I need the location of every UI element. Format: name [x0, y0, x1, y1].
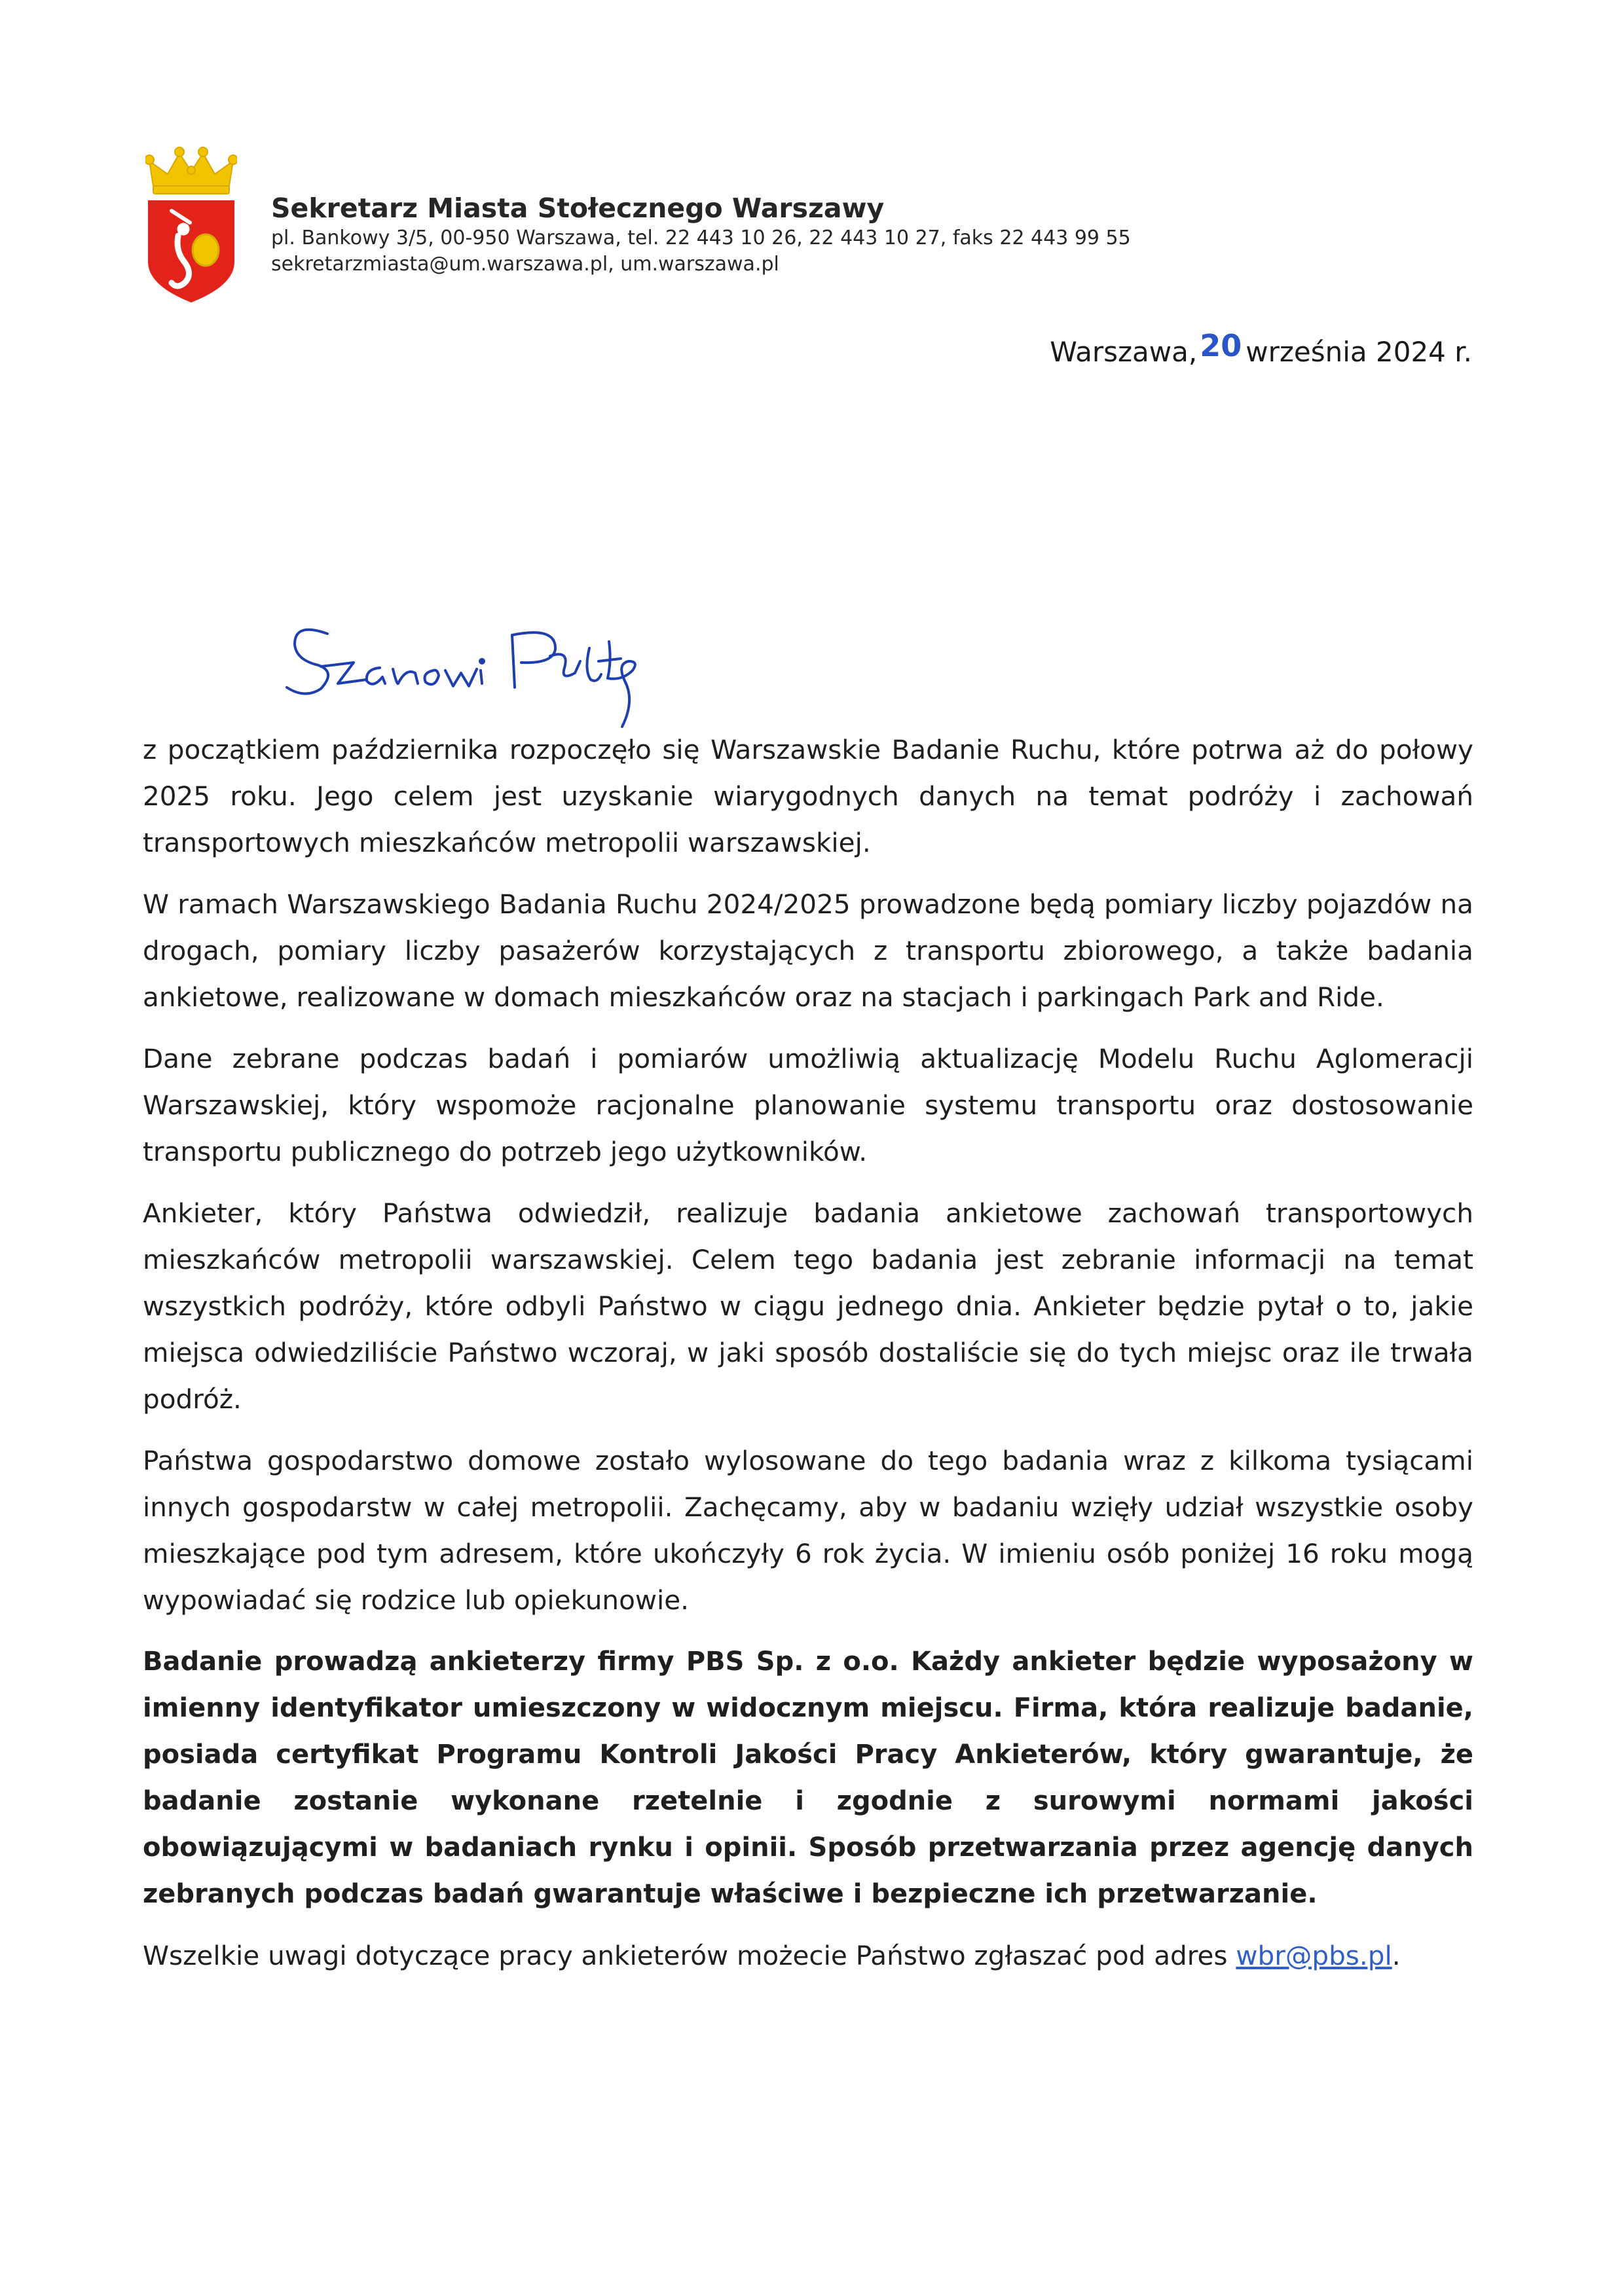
letterhead	[271, 191, 1319, 278]
letterhead-address: pl. Bankowy 3/5, 00-950 Warszawa, tel. 22 443 10 26, 22 443 10 27, faks 22 443 99 55	[271, 227, 1131, 249]
date-prefix: Warszawa,	[1050, 336, 1198, 368]
warsaw-crest-logo	[145, 145, 237, 306]
paragraph-bold: Badanie prowadzą ankieterzy firmy PBS Sp. z o.o. Każdy ankieter będzie wyposażony w imienny identyfikator umieszczony w widocznym miejscu. Firma, która realizuje badanie, posiada certyfikat Programu Kontroli Jakości Pracy Ankieterów, który gwarantuje, że badanie zostanie wykonane rzetelnie i zgodnie z surowymi normami jakości obowiązującymi w badaniach rynku i opinii. Sposób przetwarzania przez agencję danych zebranych podczas badań gwarantuje właściwe i bezpieczne ich przetwarzanie.	[143, 1647, 1473, 1909]
paragraph: Ankieter, który Państwa odwiedził, realizuje badania ankietowe zachowań transportowych mieszkańców metropolii warszawskiej. Celem tego badania jest zebranie informacji na temat wszystkich podróży, które odbyli Państwo w ciągu jednego dnia. Ankieter będzie pytał o to, jakie miejsca odwiedziliście Państwo wczoraj, w jaki sposób dostaliście się do tych miejsc oraz ile trwała podróż.	[143, 1197, 1473, 1415]
email-link[interactable]: wbr@pbs.pl	[1236, 1940, 1392, 1971]
letterhead-title: Sekretarz Miasta Stołecznego Warszawy	[271, 192, 885, 224]
handwritten-salutation	[282, 615, 648, 740]
closing-end: .	[1392, 1940, 1401, 1971]
letter-body	[143, 727, 1473, 1994]
crown-icon	[145, 147, 237, 194]
paragraph: Dane zebrane podczas badań i pomiarów umożliwią aktualizację Modelu Ruchu Aglomeracji Warszawskiej, który wspomoże racjonalne planowanie systemu transportu oraz dostosowanie transportu publicznego do potrzeb jego użytkowników.	[143, 1043, 1473, 1167]
paragraph: W ramach Warszawskiego Badania Ruchu 2024/2025 prowadzone będą pomiary liczby pojazdów na drogach, pomiary liczby pasażerów korzystających z transportu zbiorowego, a także badania ankietowe, realizowane w domach mieszkańców oraz na stacjach i parkingach Park and Ride.	[143, 888, 1473, 1013]
letter-date	[1050, 328, 1472, 372]
date-suffix: września 2024 r.	[1246, 336, 1472, 368]
paragraph: z początkiem października rozpoczęło się Warszawskie Badanie Ruchu, które potrwa aż do połowy 2025 roku. Jego celem jest uzyskanie wiarygodnych danych na temat podróży i zachowań transportowych mieszkańców metropolii warszawskiej.	[143, 734, 1473, 858]
shield-icon	[148, 200, 234, 302]
date-day-handwritten: 20	[1200, 328, 1242, 363]
paragraph: Państwa gospodarstwo domowe zostało wylosowane do tego badania wraz z kilkoma tysiącami innych gospodarstw w całej metropolii. Zachęcamy, aby w badaniu wzięły udział wszystkie osoby mieszkające pod tym adresem, które ukończyły 6 rok życia. W imieniu osób poniżej 16 roku mogą wypowiadać się rodzice lub opiekunowie.	[143, 1445, 1473, 1616]
closing-paragraph	[143, 1933, 1473, 1979]
letterhead-contacts: sekretarzmiasta@um.warszawa.pl, um.warszawa.pl	[271, 253, 779, 276]
closing-text: Wszelkie uwagi dotyczące pracy ankieterów możecie Państwo zgłaszać pod adres	[143, 1940, 1236, 1971]
